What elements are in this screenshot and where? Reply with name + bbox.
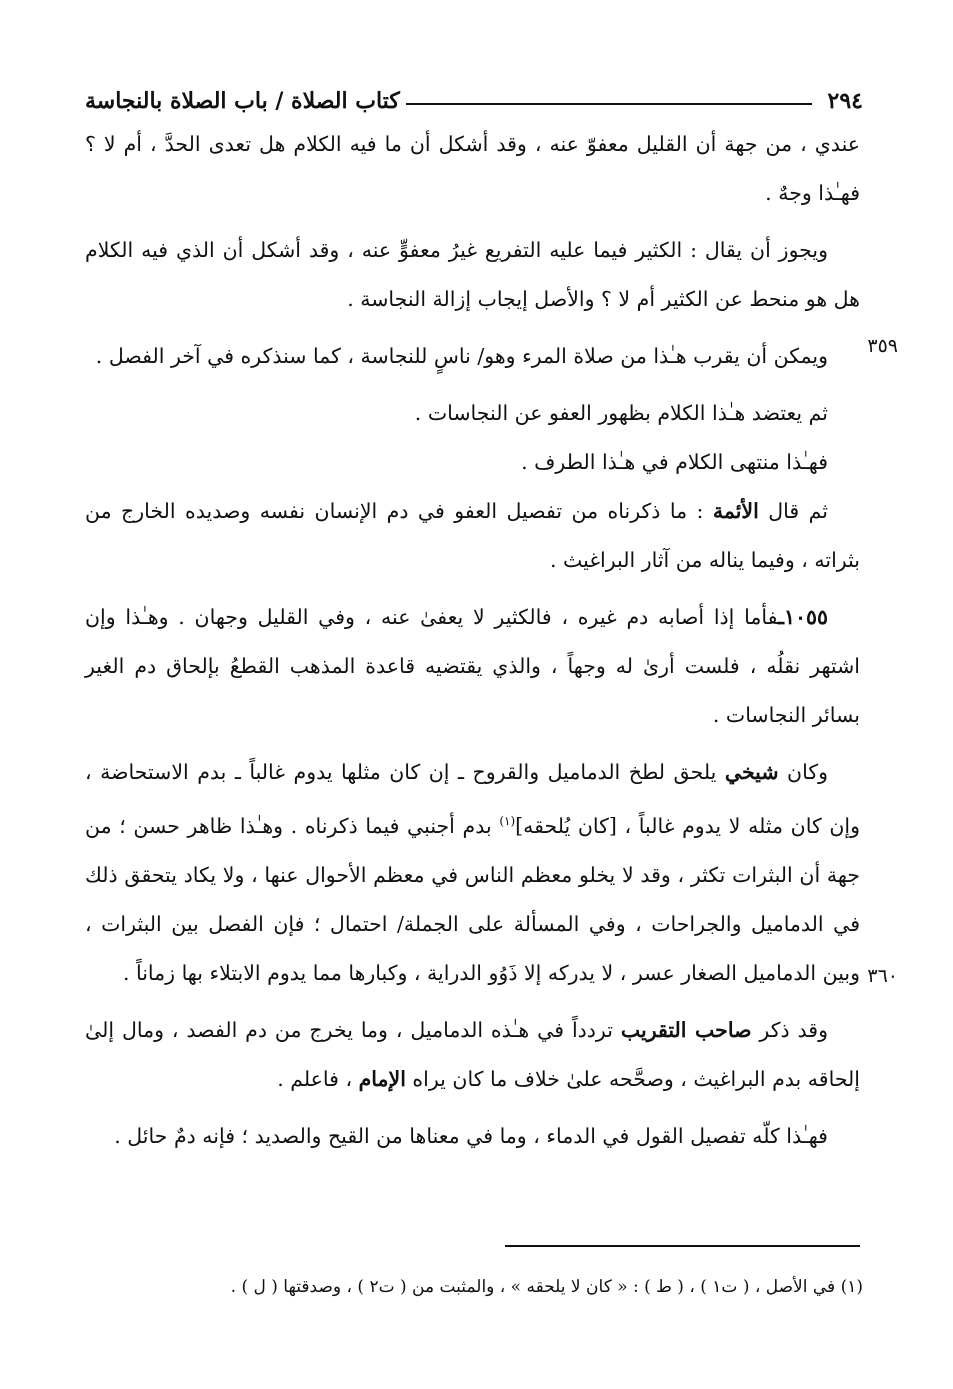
margin-number: ٣٦٠: [867, 965, 898, 987]
paragraph: فهـٰذا منتهى الكلام في هـٰذا الطرف .: [521, 450, 828, 474]
margin-number: ٣٥٩: [867, 335, 898, 357]
issue-number: ١٠٥٥ـ: [777, 605, 828, 629]
paragraph: ١٠٥٥ـفأما إذا أصابه دم غيره ، فالكثير لا يعفىٰ عنه ، وفي القليل وجهان . وهـٰذا وإن اشتهر نقلُه ، فلست أرىٰ له وجهاً ، والذي يقتضيه قاعدة المذهب القطعُ بإلحاق دم الغير بسائر النجاسات .: [85, 605, 860, 727]
bold-term: شيخي: [724, 760, 779, 784]
main-text: [85, 120, 860, 1169]
paragraph: وكان شيخي يلحق لطخ الدماميل والقروح ـ إن كان مثلها يدوم غالباً ـ بدم الاستحاضة ، وإن كان مثله لا يدوم غالباً ، [كان يُلحقه]$^{(١)}$ بدم أجنبي فيما ذكرناه . وهـٰذا ظاهر حسن ؛ من جهة أن البثرات تكثر ، وقد لا يخلو معظم الناس في معظم الأحوال عنها ، ولا يكاد يتحقق ذلك في الدماميل والجراحات ، وفي المسألة على الجملة/ احتمال ؛ فإن الفصل بين البثرات ، وبين الدماميل الصغار عسر ، لا يدركه إلا ذَوُو الدراية ، وكبارها مما يدوم الابتلاء بها زماناً .: [85, 760, 860, 985]
paragraph: ويجوز أن يقال : الكثير فيما عليه التفريع غيرُ معفوٍّ عنه ، وقد أشكل أن الذي فيه الكلام هل هو منحط عن الكثير أم لا ؟ والأصل إيجاب إزالة النجاسة .: [85, 238, 860, 311]
bold-term: الأئمة: [712, 499, 759, 523]
bold-term: الإمام: [358, 1066, 406, 1091]
paragraph: وقد ذكر صاحب التقريب تردداً في هـٰذه الدماميل ، وما يخرج من دم الفصد ، ومال إلىٰ إلحاقه بدم البراغيث ، وصحَّحه علىٰ خلاف ما كان يراه الإمام ، فاعلم .: [85, 1017, 860, 1091]
paragraph: ثم قال الأئمة : ما ذكرناه من تفصيل العفو في دم الإنسان نفسه وصديده الخارج من بثراته ، وفيما يناله من آثار البراغيث .: [85, 499, 860, 572]
paragraph: ويمكن أن يقرب هـٰذا من صلاة المرء وهو/ ناسٍ للنجاسة ، كما سنذكره في آخر الفصل .: [95, 344, 828, 368]
header-rule: [406, 103, 812, 105]
paragraph: فهـٰذا كلّه تفصيل القول في الدماء ، وما في معناها من القيح والصديد ؛ فإنه دمٌ حائل .: [114, 1123, 828, 1148]
bold-term: صاحب التقريب: [620, 1017, 752, 1042]
page-number: ٢٩٤: [827, 88, 863, 114]
footnote-ref[interactable]: (١): [499, 814, 516, 828]
chapter-title: كتاب الصلاة / باب الصلاة بالنجاسة: [85, 88, 400, 114]
footnote: (١) في الأصل ، ( ت١ ) ، ( ط ) : « كان لا يلحقه » ، والمثبت من ( ت٢ ) ، وصدقتها ( ل ) .: [230, 1277, 863, 1297]
paragraph: عندي ، من جهة أن القليل معفوّ عنه ، وقد أشكل أن ما فيه الكلام هل تعدى الحدَّ ، أم لا ؟ فهـٰذا وجهٌ .: [85, 132, 860, 205]
paragraph: ثم يعتضد هـٰذا الكلام بظهور العفو عن النجاسات .: [414, 401, 828, 425]
footnote-rule: [505, 1245, 860, 1247]
running-header: [85, 74, 863, 114]
